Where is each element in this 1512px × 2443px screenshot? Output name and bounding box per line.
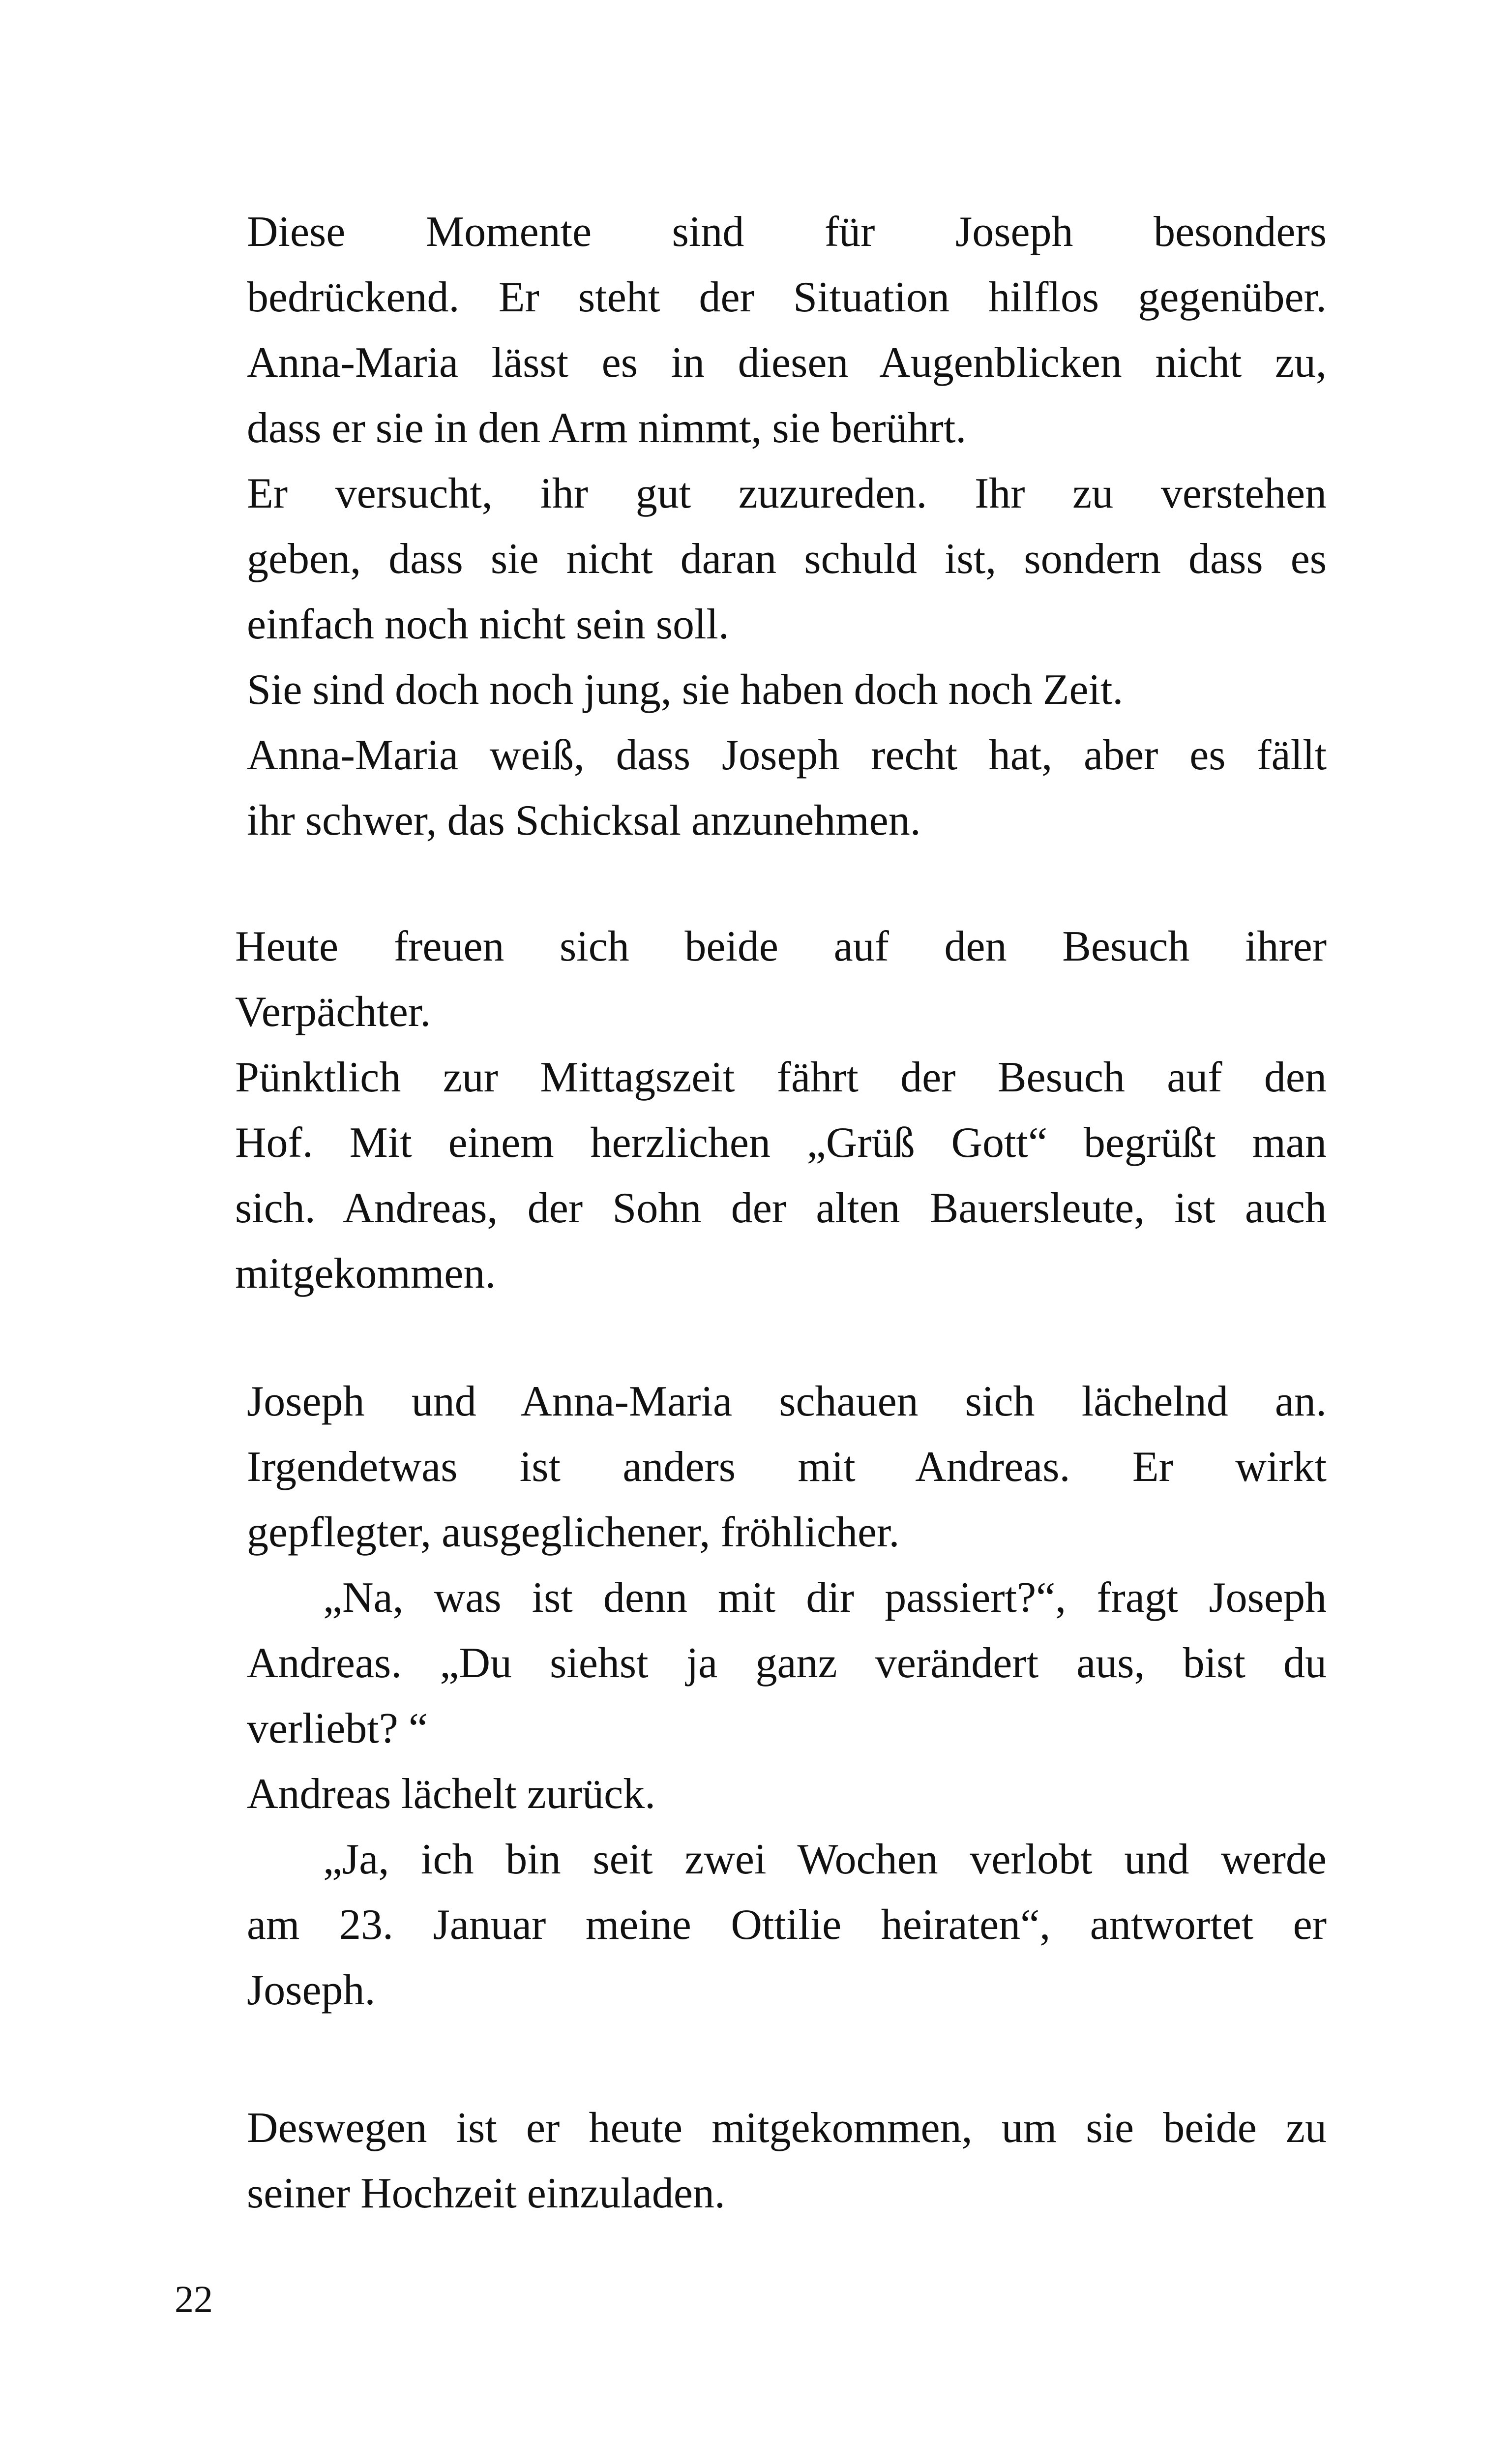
text-line: Anna-Maria weiß, dass Joseph recht hat, aber es fällt <box>247 731 1327 779</box>
text-line: Verpächter. <box>235 988 431 1036</box>
text-line: dass er sie in den Arm nimmt, sie berührt. <box>247 404 967 452</box>
paragraph-wedding-invitation <box>247 2095 1327 2226</box>
text-line: verliebt? “ <box>247 1705 428 1752</box>
text-line: Er versucht, ihr gut zuzureden. Ihr zu verstehen <box>247 470 1327 517</box>
text-line: Deswegen ist er heute mitgekommen, um sie beide zu <box>247 2104 1327 2152</box>
text-line: geben, dass sie nicht daran schuld ist, sondern dass es <box>247 535 1327 583</box>
text-line: „Na, was ist denn mit dir passiert?“, fragt Joseph <box>323 1574 1327 1622</box>
text-line: sich. Andreas, der Sohn der alten Bauersleute, ist auch <box>235 1184 1327 1232</box>
text-line: Anna-Maria lässt es in diesen Augenblicken nicht zu, <box>247 339 1327 387</box>
text-line: seiner Hochzeit einzuladen. <box>247 2170 725 2217</box>
text-line: Andreas. „Du siehst ja ganz verändert aus, bist du <box>247 1639 1327 1687</box>
text-line: Joseph und Anna-Maria schauen sich lächelnd an. <box>247 1378 1327 1425</box>
text-line: Irgendetwas ist anders mit Andreas. Er wirkt <box>247 1443 1327 1491</box>
text-line: Diese Momente sind für Joseph besonders <box>247 208 1327 256</box>
text-line: Andreas lächelt zurück. <box>247 1770 656 1818</box>
text-line: am 23. Januar meine Ottilie heiraten“, antwortet er <box>247 1901 1327 1949</box>
text-line: Heute freuen sich beide auf den Besuch ihrer <box>235 923 1327 970</box>
page-number: 22 <box>175 2278 213 2321</box>
text-line: bedrückend. Er steht der Situation hilflos gegenüber. <box>247 273 1327 321</box>
text-line: Pünktlich zur Mittagszeit fährt der Besuch auf den <box>235 1054 1327 1101</box>
paragraph-visit <box>235 914 1327 1306</box>
paragraph-moments <box>247 199 1327 853</box>
text-line: mitgekommen. <box>235 1250 496 1297</box>
text-line: Joseph. <box>247 1966 376 2014</box>
text-line: „Ja, ich bin seit zwei Wochen verlobt und werde <box>323 1836 1327 1883</box>
text-line: gepflegter, ausgeglichener, fröhlicher. <box>247 1508 900 1556</box>
paragraph-dialogue <box>247 1369 1327 2023</box>
text-line: Hof. Mit einem herzlichen „Grüß Gott“ begrüßt man <box>235 1119 1327 1167</box>
text-line: ihr schwer, das Schicksal anzunehmen. <box>247 797 921 844</box>
text-line: Sie sind doch noch jung, sie haben doch noch Zeit. <box>247 666 1124 714</box>
text-line: einfach noch nicht sein soll. <box>247 601 729 648</box>
